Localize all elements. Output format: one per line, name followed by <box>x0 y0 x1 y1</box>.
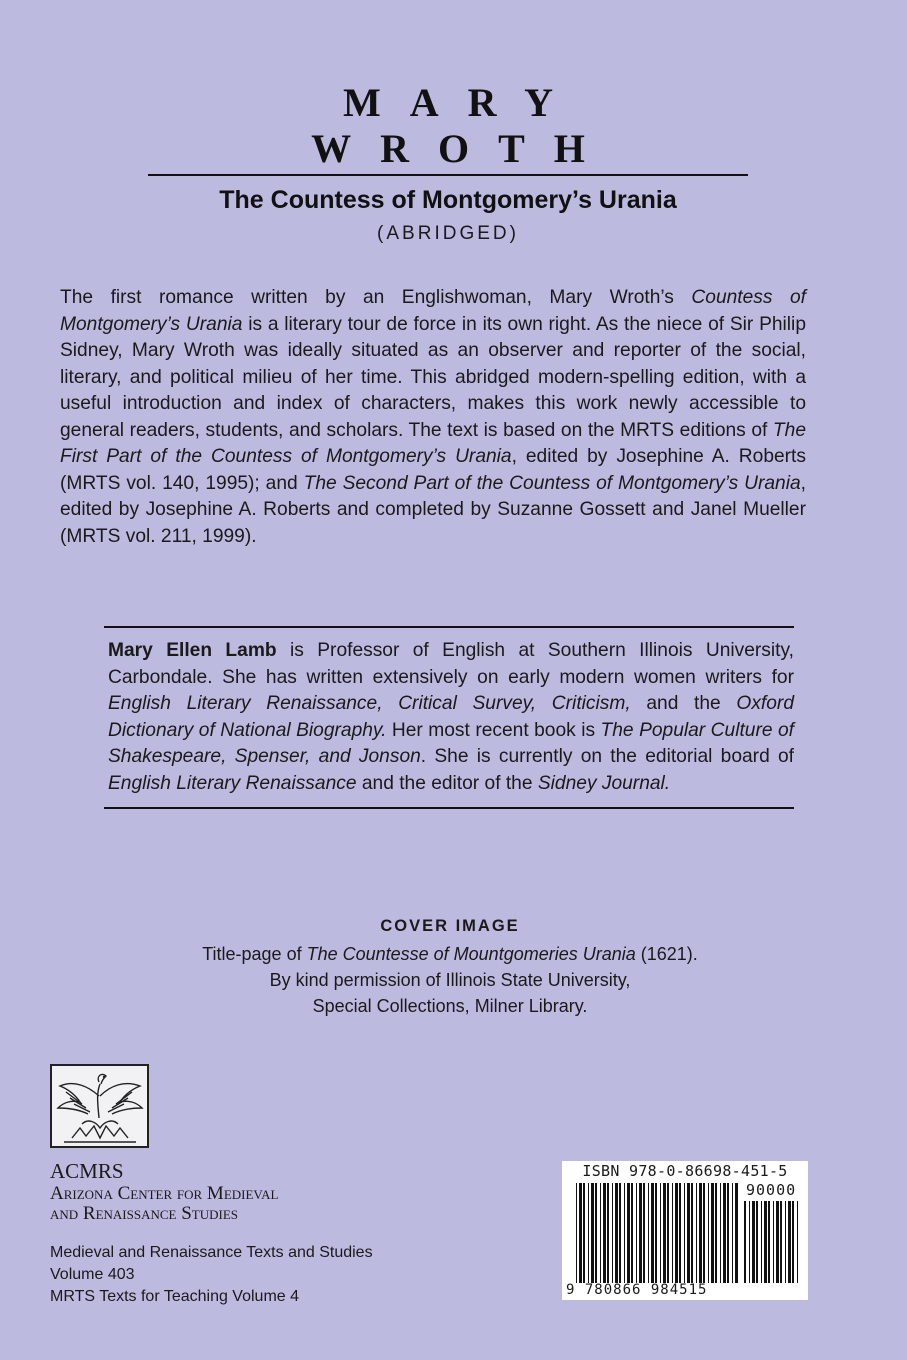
barcode-bar <box>675 1183 678 1283</box>
barcode-bar <box>583 1183 585 1283</box>
barcode-bars <box>576 1183 741 1283</box>
barcode-bar <box>639 1183 642 1283</box>
publisher-name-line1: Arizona Center for Medieval <box>50 1183 279 1204</box>
barcode-bar <box>703 1183 705 1283</box>
cover-credit-line1 <box>150 941 750 967</box>
blurb-text: is a literary tour de force in its own right. As the niece of Sir Philip Sidney, Mary Wroth was ideally situated as an observer and reporter of the social, literary, and political milieu of her time. This abridged modern-spelling edition, with a useful introduction and index of characters, makes this work newly accessible to general readers, students, and scholars. The text is based on the MRTS editions of <box>60 313 806 441</box>
barcode-bar <box>672 1183 673 1283</box>
publisher-acronym: ACMRS <box>50 1159 124 1183</box>
bio-text: is Professor of English at Southern Illinois University, Carbondale. She has written extensively on early modern women writers for <box>108 640 794 688</box>
cover-credit-text: (1621). <box>635 944 698 964</box>
bio-italic: Sidney Journal. <box>537 772 671 794</box>
barcode-bar <box>797 1201 798 1283</box>
barcode-bar <box>699 1183 702 1283</box>
barcode-bar <box>660 1183 661 1283</box>
barcode-bar <box>651 1183 654 1283</box>
barcode-bar <box>792 1201 794 1283</box>
bio-italic: Oxford Dictionary of National Biography. <box>108 693 794 741</box>
barcode-bar <box>619 1183 621 1283</box>
barcode-bar <box>603 1183 606 1283</box>
barcode-bar <box>612 1183 613 1283</box>
price-code-text: 90000 <box>746 1181 797 1199</box>
cover-credit-text: Title-page of <box>202 944 307 964</box>
barcode-bar <box>648 1183 649 1283</box>
cover-credit-title: The Countesse of Mountgomeries Urania <box>306 944 636 964</box>
barcode-bar <box>667 1183 669 1283</box>
bio-text: . She is currently on the editorial board of <box>420 746 794 767</box>
barcode-bar <box>615 1183 618 1283</box>
barcode-bar <box>788 1201 791 1283</box>
barcode-bar <box>576 1183 577 1283</box>
barcode-bar <box>631 1183 633 1283</box>
barcode-bar <box>732 1183 733 1283</box>
barcode-bar <box>687 1183 690 1283</box>
bio-italic: English Literary Renaissance <box>108 772 357 794</box>
barcode-bar <box>663 1183 666 1283</box>
blurb-italic-title: Countess of Montgomery’s Urania <box>60 287 806 335</box>
header <box>148 80 748 245</box>
cover-image-credit <box>150 913 750 1019</box>
barcode-bar <box>723 1183 726 1283</box>
barcode-bar <box>773 1201 774 1283</box>
phoenix-logo-icon <box>50 1064 149 1148</box>
barcode-bar <box>607 1183 609 1283</box>
barcode-bar <box>643 1183 645 1283</box>
barcode-bar <box>735 1183 738 1283</box>
publisher-block <box>50 1158 370 1224</box>
blurb-text: The first romance written by an Englishwoman, Mary Wroth’s <box>60 287 692 308</box>
barcode-bar <box>655 1183 657 1283</box>
header-rule <box>148 174 748 176</box>
barcode-bar <box>679 1183 681 1283</box>
barcode-bar <box>691 1183 693 1283</box>
barcode-bar <box>624 1183 625 1283</box>
series-info <box>50 1242 450 1308</box>
barcode-bar <box>785 1201 786 1283</box>
cover-credit-line3: Special Collections, Milner Library. <box>312 996 588 1016</box>
cover-credit-line2: By kind permission of Illinois State University, <box>269 970 631 990</box>
blurb-text: , edited by Josephine A. Roberts and completed by Suzanne Gossett and Janel Mueller (MRTS vol. 211, 1999). <box>60 472 806 547</box>
barcode-bar <box>715 1183 717 1283</box>
book-title: The Countess of Montgomery’s Urania <box>219 186 677 214</box>
barcode-bar <box>727 1183 729 1283</box>
publisher-name-line2: and Renaissance Studies <box>50 1203 239 1224</box>
barcode-bar <box>684 1183 685 1283</box>
blurb-italic-title: The First Part of the Countess of Montgomery’s Urania <box>60 419 806 467</box>
cover-image-heading: COVER IMAGE <box>380 917 520 935</box>
isbn-text: ISBN 978-0-86698-451-5 <box>582 1162 788 1180</box>
bio-text: Her most recent book is <box>386 719 601 741</box>
bio-text: and the editor of the <box>356 772 538 794</box>
series-line1: Medieval and Renaissance Texts and Studies <box>50 1244 373 1261</box>
barcode-bar <box>636 1183 637 1283</box>
bio-text: and the <box>630 693 737 714</box>
ean-digits: 9 780866 984515 <box>566 1282 708 1298</box>
book-subtitle: (ABRIDGED) <box>377 223 519 244</box>
barcode-bar <box>595 1183 597 1283</box>
author-name: MARY WROTH <box>311 80 614 171</box>
barcode-bar <box>627 1183 630 1283</box>
barcode-bar <box>696 1183 697 1283</box>
barcode-bar <box>600 1183 601 1283</box>
barcode-bar <box>764 1201 767 1283</box>
blurb-italic-title: The Second Part of the Countess of Montgomery’s Urania <box>303 472 801 494</box>
barcode-bar <box>756 1201 758 1283</box>
series-line3: MRTS Texts for Teaching Volume 4 <box>50 1288 300 1305</box>
blurb-text: , edited by Josephine A. Roberts (MRTS vol. 140, 1995); and <box>60 446 806 494</box>
barcode-bar <box>780 1201 782 1283</box>
barcode-bar <box>720 1183 721 1283</box>
bio-italic: English Literary Renaissance, Critical Survey, Criticism, <box>108 693 631 714</box>
author-bio <box>104 626 794 809</box>
barcode-bar <box>744 1201 746 1283</box>
addon-barcode-bars <box>744 1201 802 1283</box>
barcode-bar <box>752 1201 755 1283</box>
barcode-bar <box>588 1183 589 1283</box>
barcode-bar <box>579 1183 582 1283</box>
barcode-bar <box>711 1183 714 1283</box>
description-paragraph <box>60 285 806 550</box>
series-line2: Volume 403 <box>50 1266 135 1283</box>
barcode-bar <box>761 1201 762 1283</box>
bio-italic: The Popular Culture of Shakespeare, Spenser, and Jonson <box>108 719 794 767</box>
barcode-bar <box>591 1183 594 1283</box>
isbn-barcode <box>562 1161 808 1300</box>
bio-name: Mary Ellen Lamb <box>108 640 277 661</box>
barcode-bar <box>776 1201 779 1283</box>
barcode-bar <box>768 1201 770 1283</box>
barcode-bar <box>749 1201 750 1283</box>
barcode-bar <box>708 1183 709 1283</box>
